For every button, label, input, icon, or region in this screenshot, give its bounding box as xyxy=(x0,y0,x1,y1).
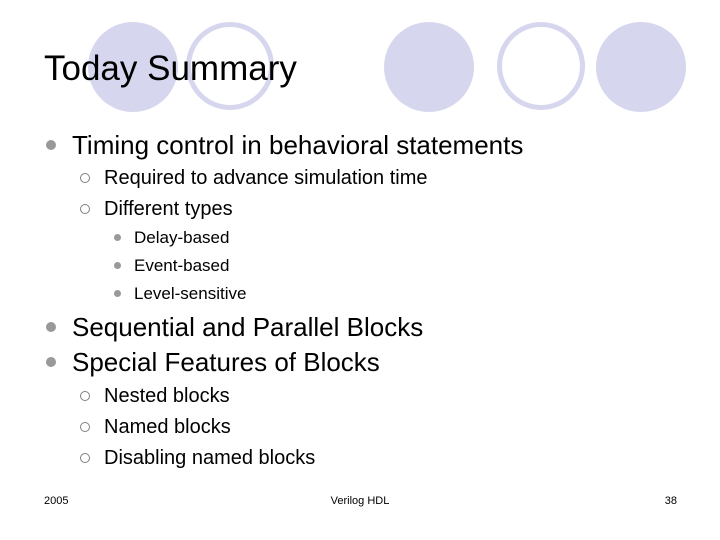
sub-bullet-item: Required to advance simulation time xyxy=(104,167,428,189)
bullet-ring-icon xyxy=(80,453,90,463)
sub-bullet-item: Nested blocks xyxy=(104,385,230,407)
decorative-circle xyxy=(596,22,686,112)
decorative-circle xyxy=(384,22,474,112)
bullet-item: Special Features of Blocks xyxy=(72,347,380,377)
bullet-item: Timing control in behavioral statements xyxy=(72,130,524,160)
bullet-dot-icon xyxy=(46,357,56,367)
bullet-ring-icon xyxy=(80,391,90,401)
bullet-dot-icon xyxy=(46,322,56,332)
bullet-ring-icon xyxy=(80,204,90,214)
sub-bullet-item: Different types xyxy=(104,198,233,220)
decorative-ring xyxy=(497,22,585,110)
sub-sub-bullet-item: Level-sensitive xyxy=(134,284,247,303)
bullet-item: Sequential and Parallel Blocks xyxy=(72,312,424,342)
footer-title: Verilog HDL xyxy=(330,495,390,507)
slide-title: Today Summary xyxy=(44,49,297,88)
footer-date: 2005 xyxy=(44,495,69,507)
sub-bullet-item: Named blocks xyxy=(104,416,231,438)
sub-sub-bullet-item: Delay-based xyxy=(134,228,230,247)
footer-page-number: 38 xyxy=(664,495,677,507)
bullet-dot-icon xyxy=(114,234,121,241)
sub-bullet-item: Disabling named blocks xyxy=(104,447,316,469)
bullet-dot-icon xyxy=(114,290,121,297)
bullet-ring-icon xyxy=(80,422,90,432)
bullet-dot-icon xyxy=(46,140,56,150)
sub-sub-bullet-item: Event-based xyxy=(134,256,230,275)
bullet-ring-icon xyxy=(80,173,90,183)
bullet-dot-icon xyxy=(114,262,121,269)
